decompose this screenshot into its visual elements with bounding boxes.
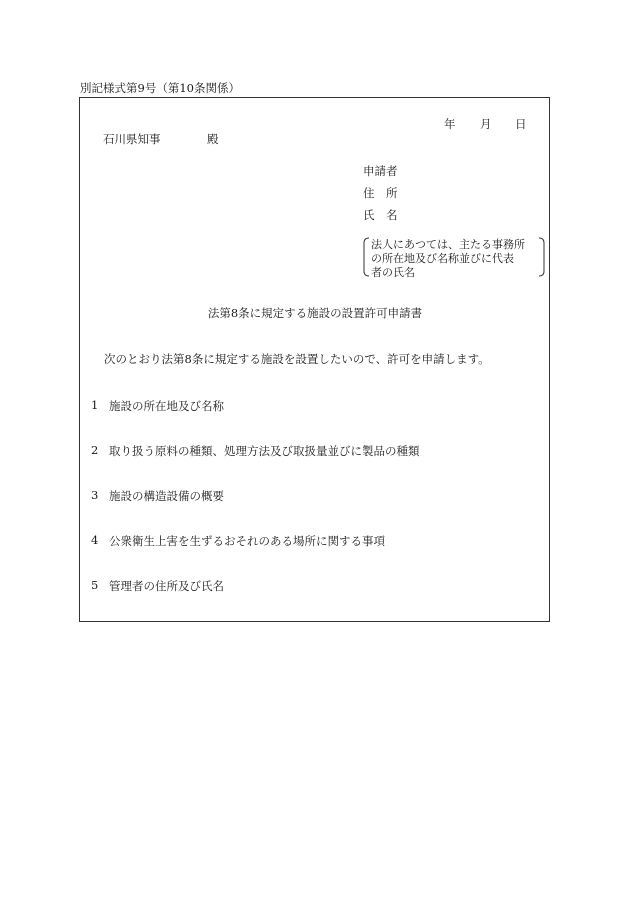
note-line-3: 者の氏名 xyxy=(371,266,415,279)
note-line-1: 法人にあつては、主たる事務所 xyxy=(371,238,525,251)
intro-text: 次のとおり法第8条に規定する施設を設置したいので、許可を申請します。 xyxy=(104,352,490,366)
item-2-number: 2 xyxy=(91,443,99,457)
item-5-text: 管理者の住所及び氏名 xyxy=(109,579,224,593)
note-line-2: の所在地及び名称並びに代表 xyxy=(371,252,514,265)
applicant-name-label: 氏 名 xyxy=(363,208,398,222)
item-5-number: 5 xyxy=(91,578,99,592)
item-2-text: 取り扱う原料の種類、処理方法及び取扱量並びに製品の種類 xyxy=(109,444,420,458)
addressee-name: 石川県知事 xyxy=(103,132,161,146)
item-4-text: 公衆衛生上害を生ずるおそれのある場所に関する事項 xyxy=(109,534,385,548)
document-title: 法第8条に規定する施設の設置許可申請書 xyxy=(207,306,423,320)
item-3-text: 施設の構造設備の概要 xyxy=(109,489,224,503)
item-4-number: 4 xyxy=(91,533,99,547)
item-1-text: 施設の所在地及び名称 xyxy=(109,399,224,413)
addressee-honorific: 殿 xyxy=(207,132,219,146)
applicant-address-label: 住 所 xyxy=(363,186,398,200)
date-month-label: 月 xyxy=(480,117,492,131)
date-year-label: 年 xyxy=(444,117,456,131)
date-day-label: 日 xyxy=(515,117,527,131)
item-1-number: 1 xyxy=(91,398,99,412)
form-reference: 別記様式第9号（第10条関係） xyxy=(80,81,240,95)
item-3-number: 3 xyxy=(91,488,99,502)
applicant-label: 申請者 xyxy=(363,164,398,178)
corporate-note xyxy=(363,236,545,278)
